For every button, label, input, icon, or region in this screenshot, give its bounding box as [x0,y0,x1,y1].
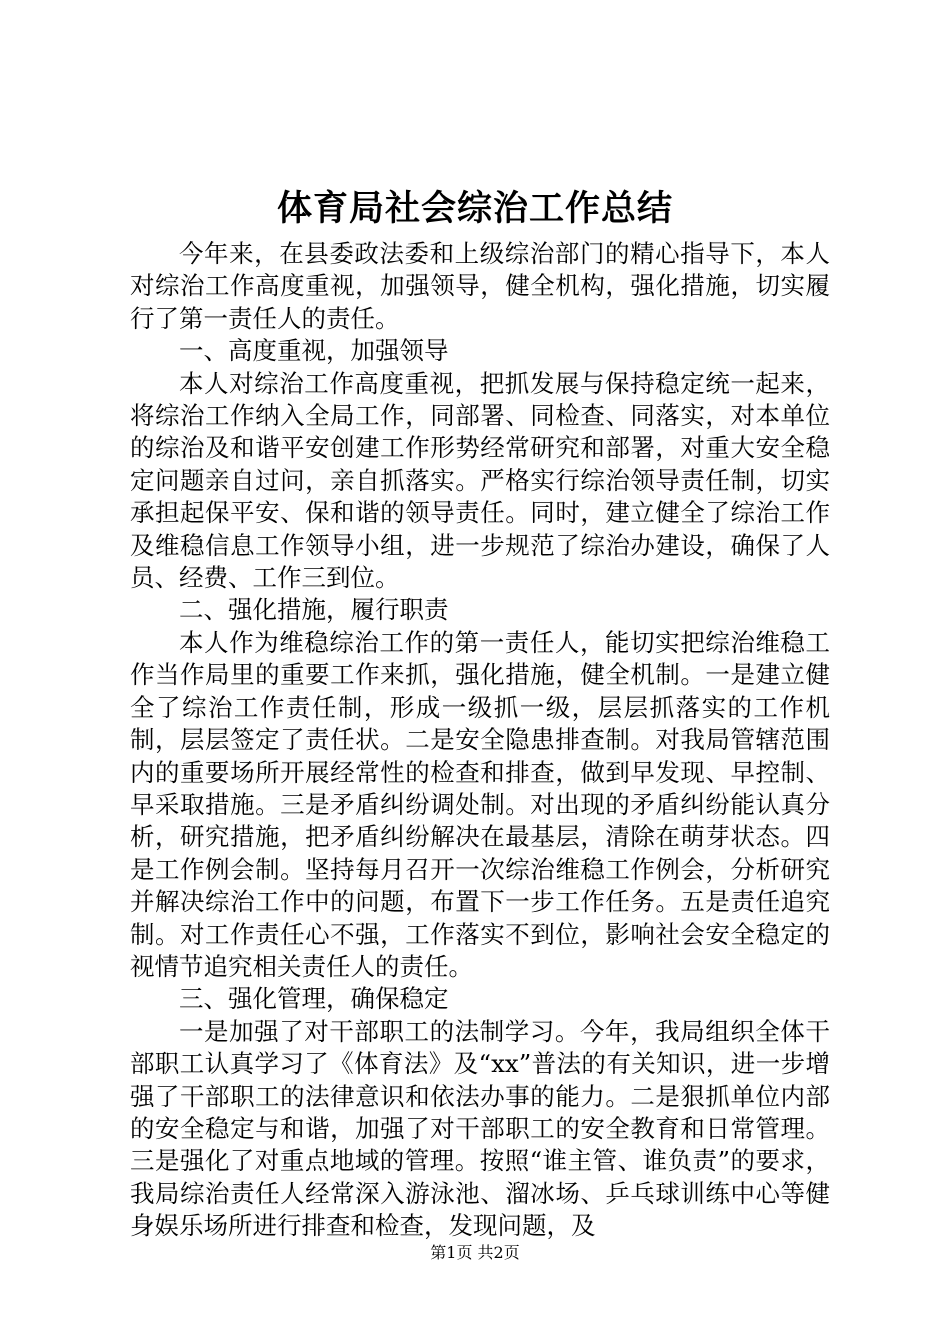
section-3-paragraph: 一是加强了对干部职工的法制学习。今年，我局组织全体干部职工认真学习了《体育法》及“xx”普法的有关知识，进一步增强了干部职工的法律意识和依法办事的能力。二是狠抓单位内部的安全稳定与和谐，加强了对干部职工的安全教育和日常管理。三是强化了对重点地域的管理。按照“谁主管、谁负责”的要求，我局综治责任人经常深入游泳池、溜冰场、乒乓球训练中心等健身娱乐场所进行排查和检查，发现问题，及 [130,1016,830,1241]
section-heading-3: 三、强化管理，确保稳定 [179,984,449,1014]
page-number-footer: 第1页 共2页 [430,1243,520,1262]
intro-paragraph: 今年来，在县委政法委和上级综治部门的精心指导下，本人对综治工作高度重视，加强领导，健全机构，强化措施，切实履行了第一责任人的责任。 [130,239,830,333]
section-2-paragraph: 本人作为维稳综治工作的第一责任人，能切实把综治维稳工作当作局里的重要工作来抓，强化措施，健全机制。一是建立健全了综治工作责任制，形成一级抓一级，层层抓落实的工作机制，层层签定了责任状。二是安全隐患排查制。对我局管辖范围内的重要场所开展经常性的检查和排查，做到早发现、早控制、早采取措施。三是矛盾纠纷调处制。对出现的矛盾纠纷能认真分析，研究措施，把矛盾纠纷解决在最基层，清除在萌芽状态。四是工作例会制。坚持每月召开一次综治维稳工作例会，分析研究并解决综治工作中的问题，布置下一步工作任务。五是责任追究制。对工作责任心不强，工作落实不到位，影响社会安全稳定的视情节追究相关责任人的责任。 [130,627,830,981]
section-heading-1: 一、高度重视，加强领导 [179,336,449,366]
document-title: 体育局社会综治工作总结 [276,188,673,229]
document-body [130,238,830,1243]
section-1-paragraph: 本人对综治工作高度重视，把抓发展与保持稳定统一起来，将综治工作纳入全局工作，同部署、同检查、同落实，对本单位的综治及和谐平安创建工作形势经常研究和部署，对重大安全稳定问题亲自过问，亲自抓落实。严格实行综治领导责任制，切实承担起保平安、保和谐的领导责任。同时，建立健全了综治工作及维稳信息工作领导小组，进一步规范了综治办建设，确保了人员、经费、工作三到位。 [130,368,830,593]
section-heading-2: 二、强化措施，履行职责 [179,595,449,625]
